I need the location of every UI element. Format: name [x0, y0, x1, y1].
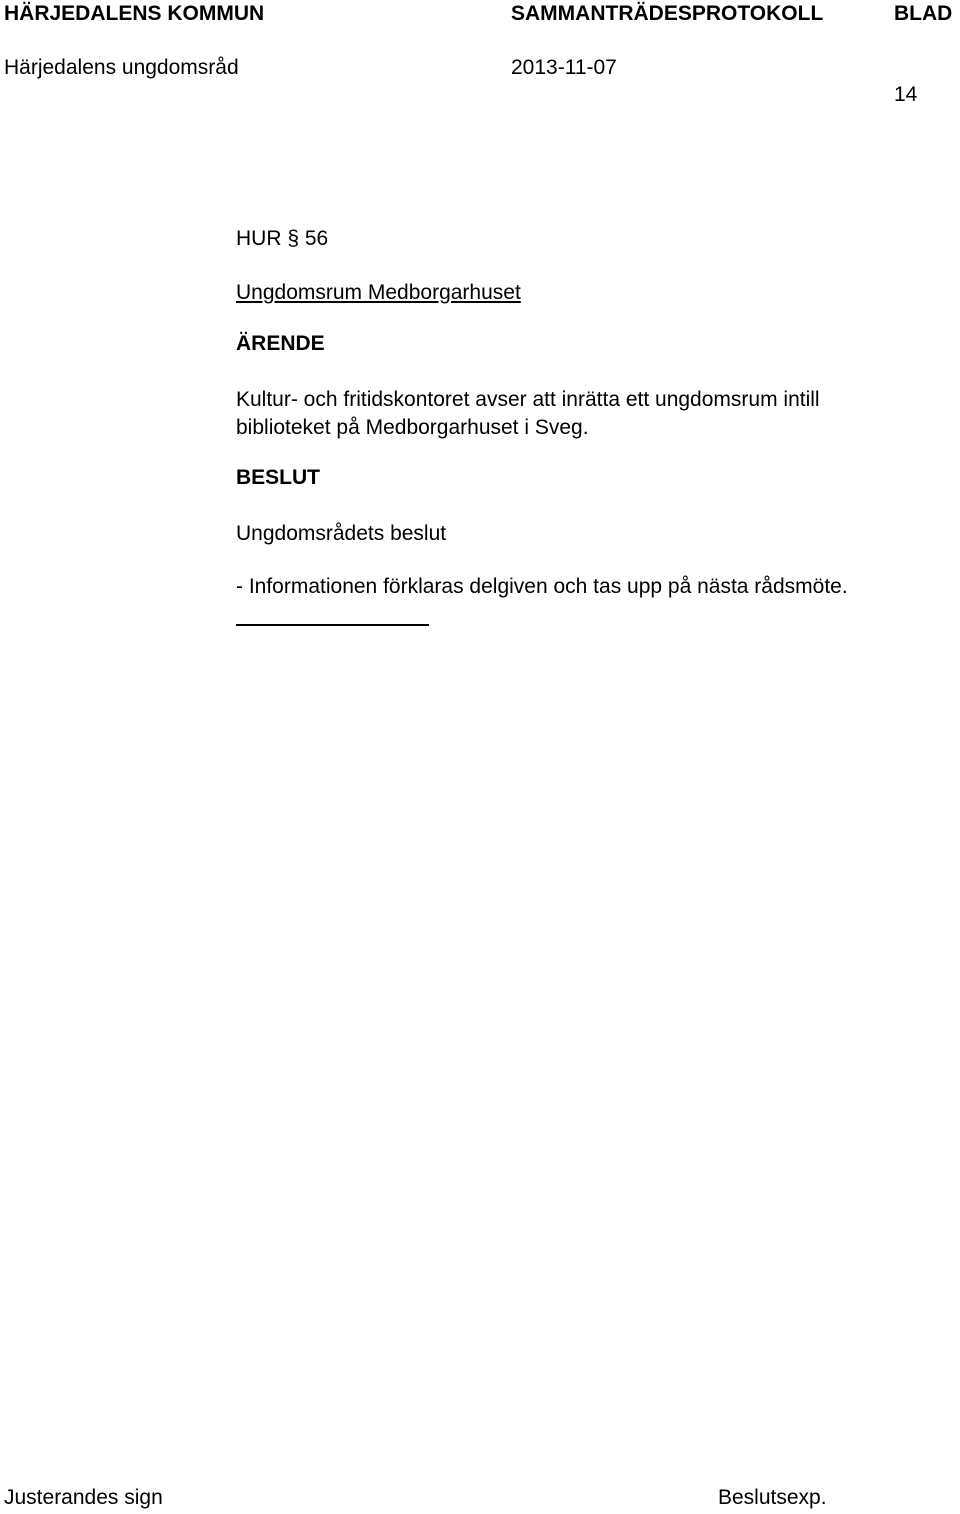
- section-id: HUR § 56: [236, 227, 329, 250]
- blad-label: BLAD: [894, 2, 953, 25]
- exp-label: Beslutsexp.: [718, 1486, 827, 1509]
- document-type: SAMMANTRÄDESPROTOKOLL: [511, 2, 824, 25]
- arende-heading: ÄRENDE: [236, 332, 325, 355]
- section-end-rule: [236, 624, 429, 626]
- beslut-item: - Informationen förklaras delgiven och tas upp på nästa rådsmöte.: [236, 575, 848, 598]
- beslut-heading: BESLUT: [236, 466, 320, 489]
- beslut-intro: Ungdomsrådets beslut: [236, 522, 447, 545]
- body-name: Härjedalens ungdomsråd: [4, 56, 239, 79]
- section-title: Ungdomsrum Medborgarhuset: [236, 281, 521, 304]
- arende-text-line-2: biblioteket på Medborgarhuset i Sveg.: [236, 416, 589, 439]
- arende-text-line-1: Kultur- och fritidskontoret avser att inrätta ett ungdomsrum intill: [236, 388, 820, 411]
- sign-label: Justerandes sign: [4, 1486, 163, 1509]
- meeting-date: 2013-11-07: [511, 56, 617, 79]
- page-number: 14: [894, 83, 918, 106]
- municipality-name: HÄRJEDALENS KOMMUN: [4, 2, 265, 25]
